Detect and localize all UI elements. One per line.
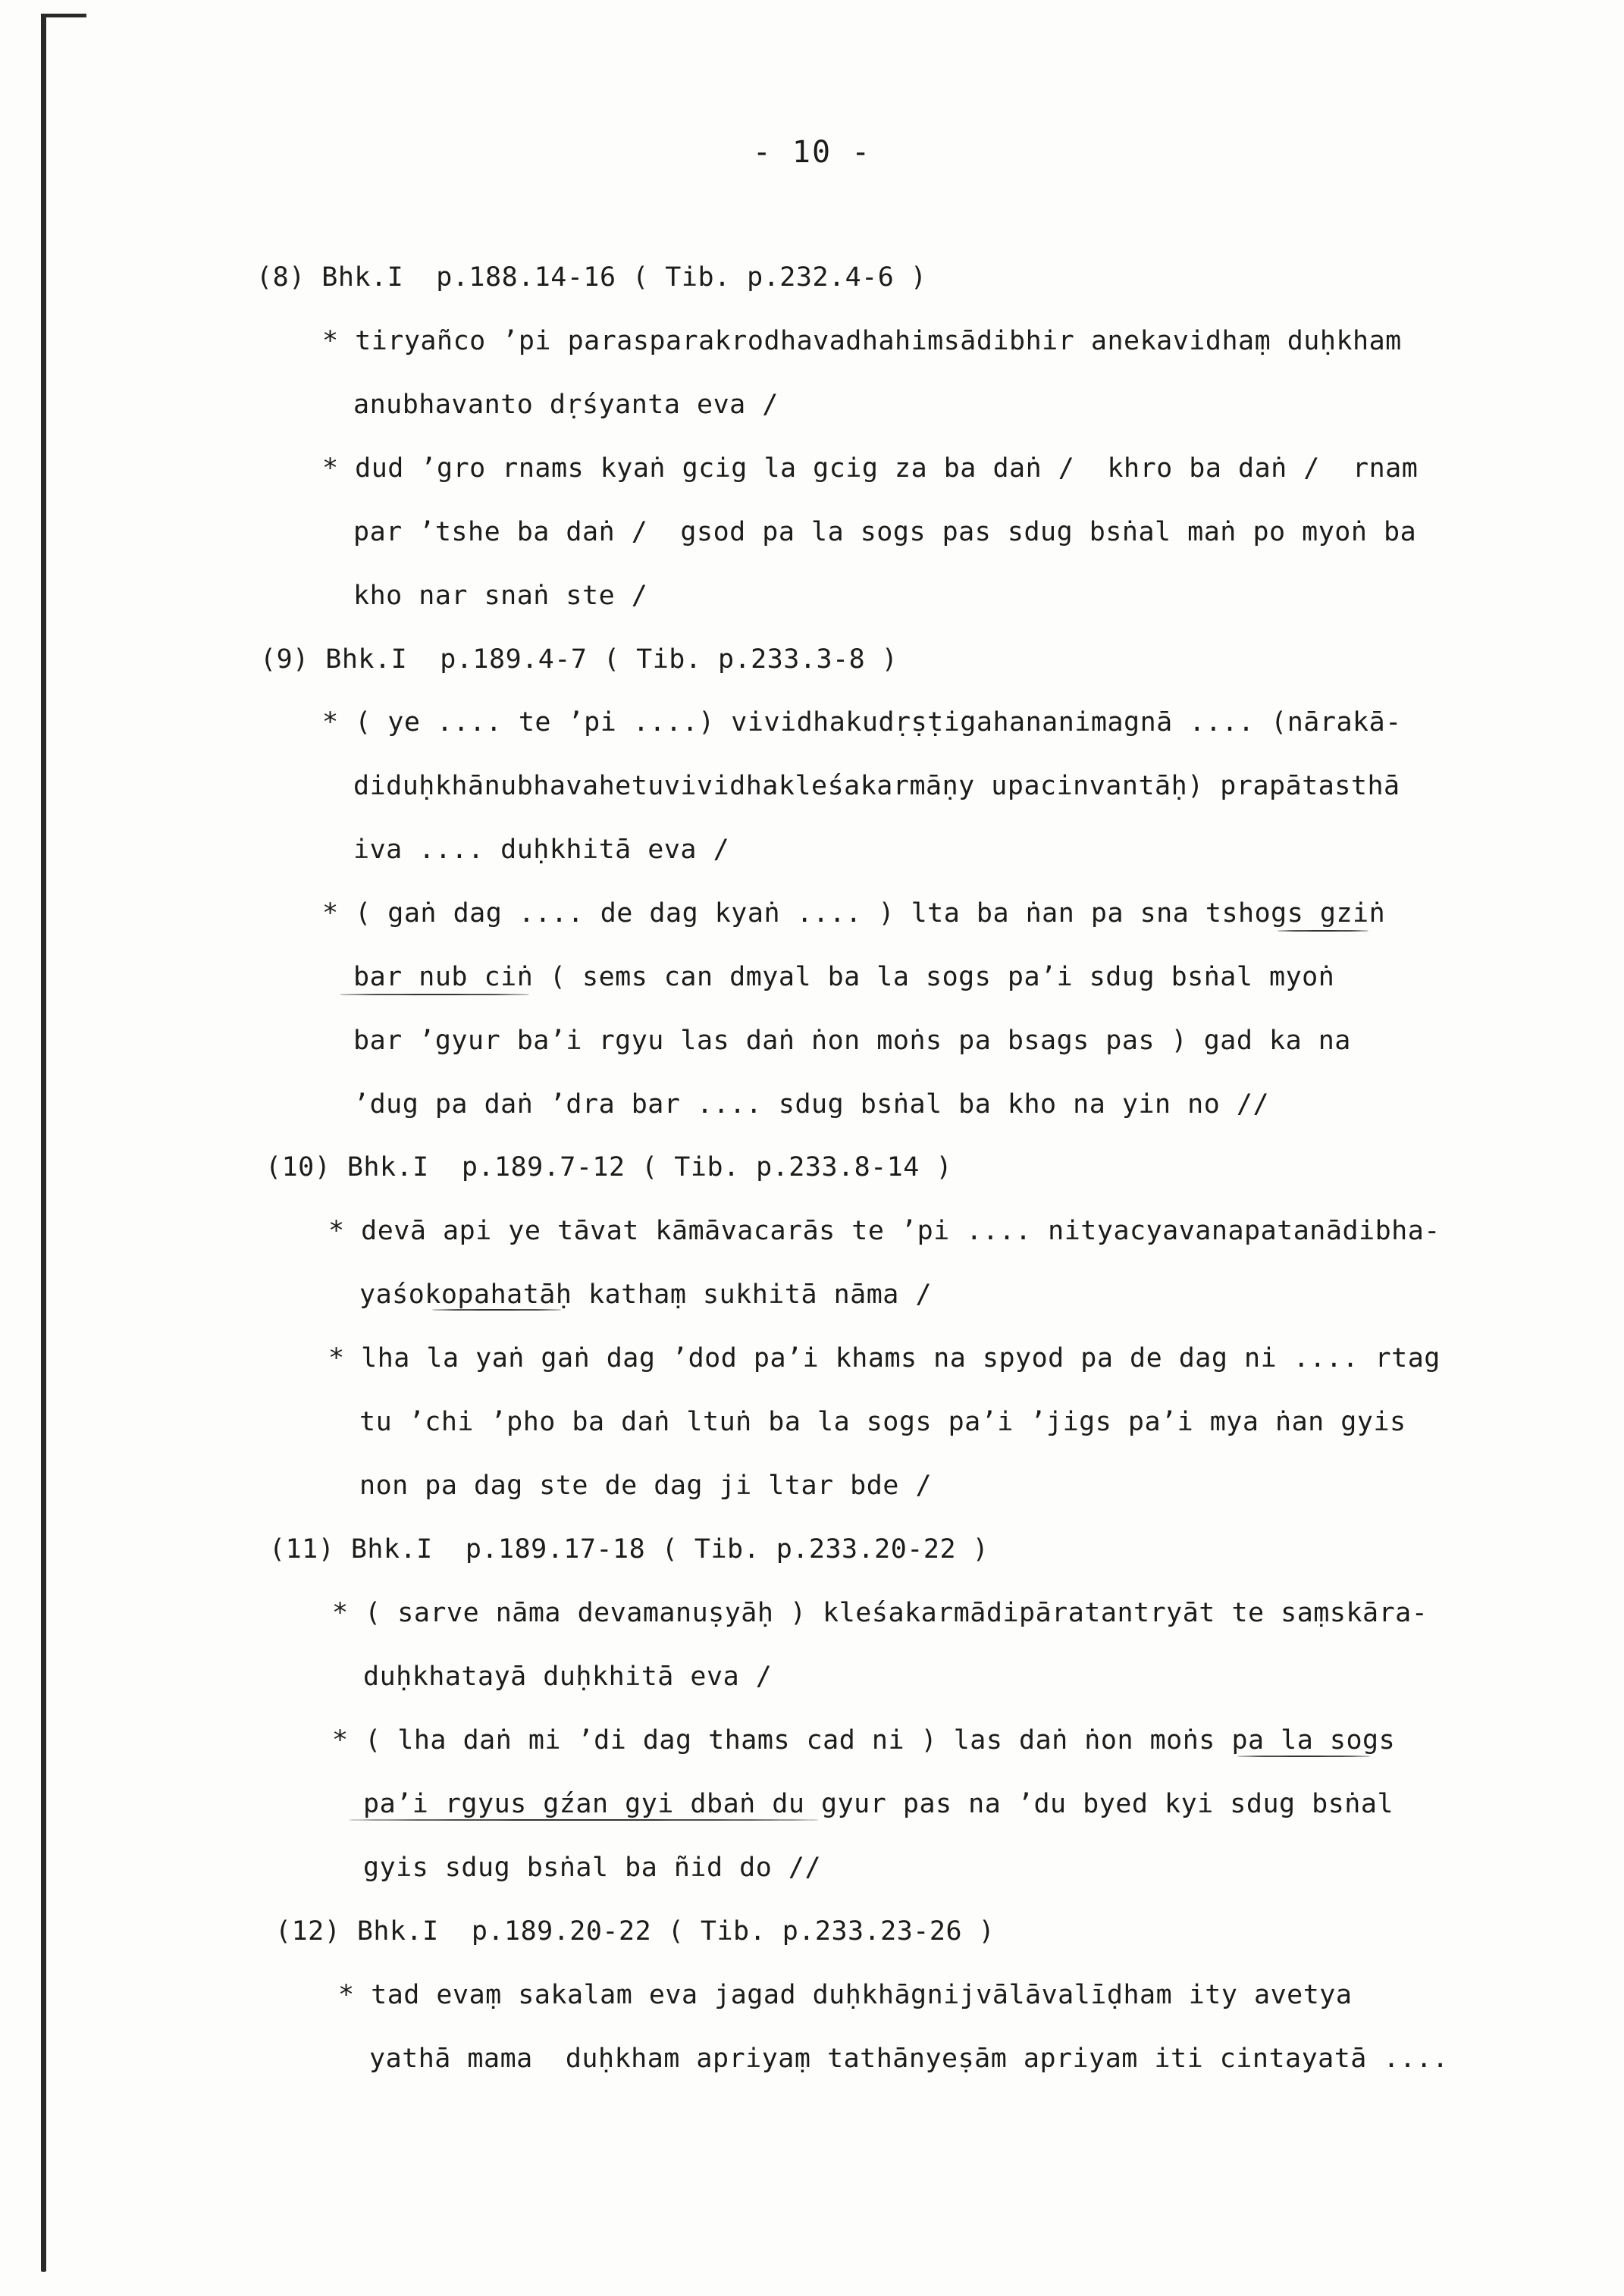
- section-8-tibetan-line-2: par ʼtshe ba daṅ / gsod pa la sogs pas sdug bsṅal maṅ po myoṅ ba: [353, 517, 1417, 547]
- section-11-tibetan-line-1: * ( lha daṅ mi ʼdi dag thams cad ni ) las daṅ ṅon moṅs pa la sogs: [332, 1725, 1396, 1756]
- section-9-sanskrit-line-3: iva .... duḥkhitā eva /: [353, 835, 730, 865]
- section-9-tibetan-line-2: bar nub ciṅ ( sems can dmyal ba la sogs paʼi sdug bsṅal myoṅ: [353, 962, 1335, 992]
- section-10-heading: (10) Bhk.I p.189.7-12 ( Tib. p.233.8-14 ): [265, 1152, 953, 1182]
- section-8-sanskrit-line-1: * tiryañco ʼpi parasparakrodhavadhahimsādibhir anekavidhaṃ duḥkham: [322, 326, 1402, 356]
- section-8-tibetan-line-1: * dud ʼgro rnams kyaṅ gcig la gcig za ba daṅ / khro ba daṅ / rnam: [322, 453, 1419, 484]
- section-10-sanskrit-line-1: * devā api ye tāvat kāmāvacarās te ʼpi .... nityacyavanapatanādibha-: [328, 1216, 1441, 1246]
- section-11-sanskrit-line-1: * ( sarve nāma devamanuṣyāḥ ) kleśakarmādipāratantryāt te saṃskāra-: [332, 1598, 1428, 1628]
- handwritten-underline: [432, 1309, 561, 1311]
- section-9-heading: (9) Bhk.I p.189.4-7 ( Tib. p.233.3-8 ): [260, 644, 898, 675]
- page-number: - 10 -: [752, 135, 872, 170]
- section-10-sanskrit-line-2: yaśokopahatāḥ kathaṃ sukhitā nāma /: [359, 1280, 933, 1310]
- section-12-heading: (12) Bhk.I p.189.20-22 ( Tib. p.233.23-26 ): [275, 1916, 995, 1947]
- margin-rule: [41, 17, 46, 2272]
- section-12-sanskrit-line-1: * tad evaṃ sakalam eva jagad duḥkhāgnijvālāvalīḍham ity avetya: [338, 1980, 1353, 2010]
- handwritten-underline: [1278, 930, 1368, 932]
- handwritten-underline: [349, 1819, 819, 1821]
- section-8-sanskrit-line-2: anubhavanto dṛśyanta eva /: [353, 390, 779, 420]
- section-9-sanskrit-line-1: * ( ye .... te ʼpi ....) vividhakudṛṣṭigahananimagnā .... (nārakā-: [322, 707, 1402, 738]
- section-9-tibetan-line-4: ʼdug pa daṅ ʼdra bar .... sdug bsṅal ba kho na yin no //: [353, 1089, 1270, 1120]
- section-9-tibetan-line-1: * ( gaṅ dag .... de dag kyaṅ .... ) lta ba ṅan pa sna tshogs gziṅ: [322, 898, 1386, 929]
- section-9-tibetan-line-3: bar ʼgyur baʼi rgyu las daṅ ṅon moṅs pa bsags pas ) gad ka na: [353, 1026, 1351, 1056]
- section-10-tibetan-line-2: tu ʼchi ʼpho ba daṅ ltuṅ ba la sogs paʼi ʼjigs paʼi mya ṅan gyis: [359, 1407, 1406, 1437]
- margin-rule-top: [41, 14, 86, 17]
- section-11-tibetan-line-3: gyis sdug bsṅal ba ñid do //: [363, 1853, 822, 1883]
- section-8-heading: (8) Bhk.I p.188.14-16 ( Tib. p.232.4-6 ): [256, 262, 927, 293]
- section-11-heading: (11) Bhk.I p.189.17-18 ( Tib. p.233.20-22 ): [269, 1534, 989, 1565]
- section-11-tibetan-line-2: paʼi rgyus gźan gyi dbaṅ du gyur pas na ʼdu byed kyi sdug bsṅal: [363, 1789, 1394, 1819]
- section-9-sanskrit-line-2: diduḥkhānubhavahetuvividhakleśakarmāṇy upacinvantāḥ) prapātasthā: [353, 771, 1400, 801]
- section-10-tibetan-line-1: * lha la yaṅ gaṅ dag ʼdod paʼi khams na spyod pa de dag ni .... rtag: [328, 1343, 1441, 1374]
- handwritten-underline: [340, 994, 529, 995]
- section-11-sanskrit-line-2: duḥkhatayā duḥkhitā eva /: [363, 1662, 773, 1692]
- section-8-tibetan-line-3: kho nar snaṅ ste /: [353, 581, 648, 611]
- handwritten-underline: [1237, 1756, 1370, 1757]
- section-10-tibetan-line-3: non pa dag ste de dag ji ltar bde /: [359, 1471, 933, 1501]
- section-12-sanskrit-line-2: yathā mama duḥkham apriyaṃ tathānyeṣām apriyam iti cintayatā ....: [369, 2044, 1449, 2074]
